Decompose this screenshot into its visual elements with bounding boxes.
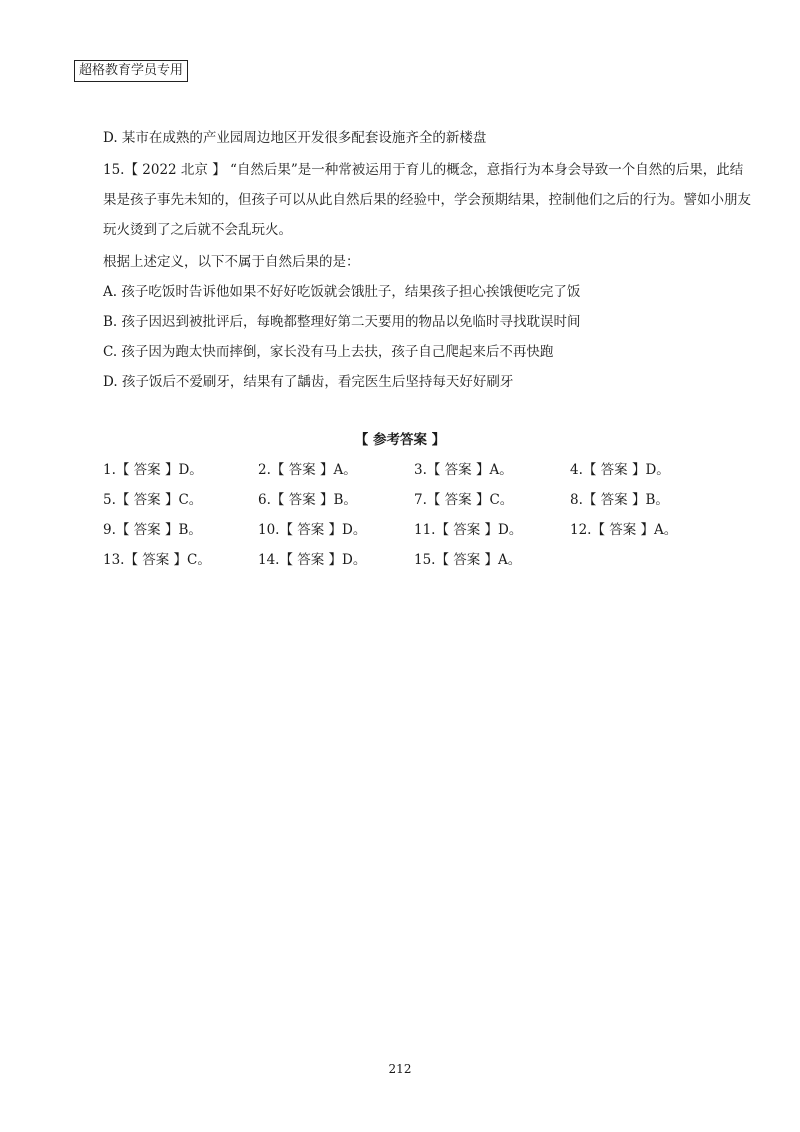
answer-item: 6.【 答案 】B。 xyxy=(258,492,357,508)
answer-item: 9.【 答案 】B。 xyxy=(103,522,202,538)
answer-item: 1.【 答案 】D。 xyxy=(103,462,203,478)
answer-item: 10.【 答案 】D。 xyxy=(258,522,367,538)
answer-item: 15.【 答案 】A。 xyxy=(414,552,522,568)
question-15-line-2: 果是孩子事先未知的，但孩子可以从此自然后果的经验中，学会预期结果，控制他们之后的行为。譬如小朋友 xyxy=(103,192,751,208)
option-b: B. 孩子因迟到被批评后，每晚都整理好第二天要用的物品以免临时寻找耽误时间 xyxy=(103,314,581,330)
answer-item: 11.【 答案 】D。 xyxy=(414,522,523,538)
answers-title: 【 参考答案 】 xyxy=(354,432,446,448)
answer-item: 3.【 答案 】A。 xyxy=(414,462,513,478)
option-d: D. 孩子饭后不爱刷牙，结果有了龋齿，看完医生后坚持每天好好刷牙 xyxy=(103,374,514,390)
question-15-line-3: 玩火烫到了之后就不会乱玩火。 xyxy=(103,222,292,238)
question-15-prompt: 根据上述定义，以下不属于自然后果的是： xyxy=(103,254,360,270)
answer-item: 12.【 答案 】A。 xyxy=(570,522,678,538)
page-number: 212 xyxy=(388,1062,412,1076)
question-15-line-1: 15.【 2022 北京 】 “自然后果”是一种常被运用于育儿的概念，意指行为本身会导致一个自然的后果，此结 xyxy=(103,162,744,178)
prev-option-d: D. 某市在成熟的产业园周边地区开发很多配套设施齐全的新楼盘 xyxy=(103,130,487,146)
answer-item: 4.【 答案 】D。 xyxy=(570,462,670,478)
answer-item: 7.【 答案 】C。 xyxy=(414,492,514,508)
answer-item: 8.【 答案 】B。 xyxy=(570,492,669,508)
option-c: C. 孩子因为跑太快而摔倒，家长没有马上去扶，孩子自己爬起来后不再快跑 xyxy=(103,344,554,360)
header-label: 超格教育学员专用 xyxy=(74,60,188,82)
answer-item: 14.【 答案 】D。 xyxy=(258,552,367,568)
answer-item: 13.【 答案 】C。 xyxy=(103,552,211,568)
answer-item: 5.【 答案 】C。 xyxy=(103,492,203,508)
option-a: A. 孩子吃饭时告诉他如果不好好吃饭就会饿肚子，结果孩子担心挨饿便吃完了饭 xyxy=(103,284,581,300)
answer-item: 2.【 答案 】A。 xyxy=(258,462,357,478)
